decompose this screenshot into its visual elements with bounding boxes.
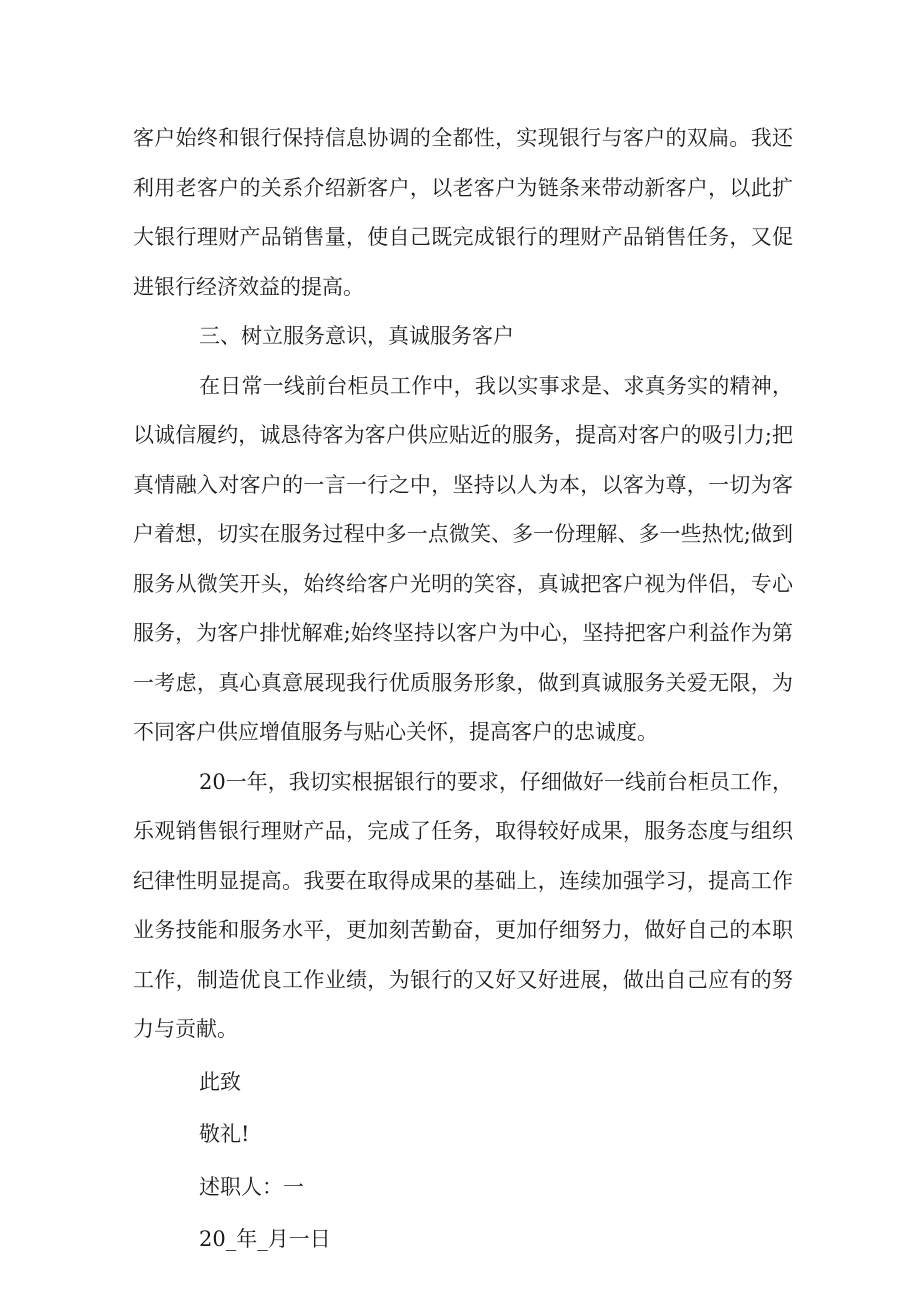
- closing-regards: 敬礼!: [199, 1122, 250, 1146]
- paragraph-summary: 20一年，我切实根据银行的要求，仔细做好一线前台柜员工作，乐观销售银行理财产品，完成了任务，取得较好成果，服务态度与组织纪律性明显提高。我要在取得成果的基础上，连续加强学习，提高工作业务技能和服务水平，更加刻苦勤奋，更加仔细努力，做好自己的本职工作，制造优良工作业绩，为银行的又好又好进展，做出自己应有的努力与贡献。: [133, 769, 793, 1041]
- report-date: 20_年_月一日: [199, 1227, 331, 1251]
- paragraph-service: 在日常一线前台柜员工作中，我以实事求是、求真务实的精神，以诚信履约，诚恳待客为客户供应贴近的服务，提高对客户的吸引力;把真情融入对客户的一言一行之中，坚持以人为本，以客为尊，一切为客户着想，切实在服务过程中多一点微笑、多一份理解、多一些热忱;做到服务从微笑开头，始终给客户光明的笑容，真诚把客户视为伴侣，专心服务，为客户排忧解难;始终坚持以客户为中心，坚持把客户利益作为第一考虑，真心真意展现我行优质服务形象，做到真诚服务关爱无限，为不同客户供应增值服务与贴心关怀，提高客户的忠诚度。: [133, 373, 793, 744]
- paragraph-continuation: 客户始终和银行保持信息协调的全都性，实现银行与客户的双扁。我还利用老客户的关系介绍新客户，以老客户为链条来带动新客户，以此扩大银行理财产品销售量，使自己既完成银行的理财产品销售任务，又促进银行经济效益的提高。: [133, 126, 793, 299]
- document-body: [133, 114, 793, 1265]
- section-heading: 三、树立服务意识，真诚服务客户: [199, 324, 514, 348]
- closing-salutation: 此致: [199, 1069, 241, 1094]
- reporter-signature: 述职人：一: [199, 1174, 304, 1199]
